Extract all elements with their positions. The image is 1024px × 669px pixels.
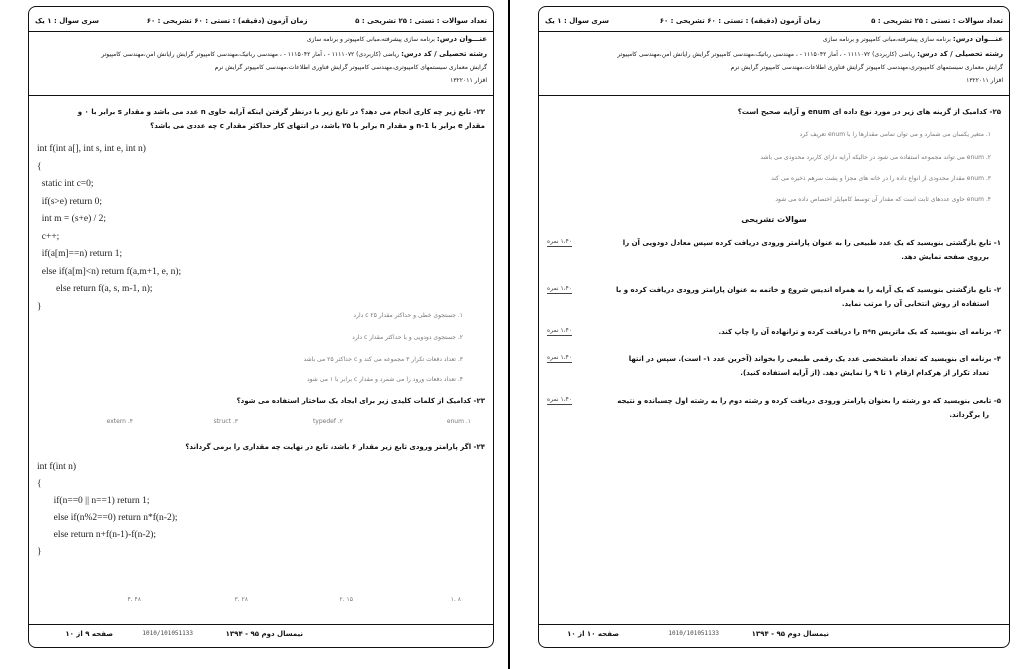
series-label: سری سوال : ۱ یک [35, 17, 100, 25]
page-footer [539, 624, 1009, 647]
answer-option[interactable]: ۲. enum می تواند مجموعه استفاده می شود در حالیکه آرایه دارای کاربرد محدودی می باشد [760, 154, 991, 161]
score-label: ۱،۴۰ نمره [547, 396, 573, 403]
answer-option[interactable]: ۱. متغیر یکسان می شمارد و می توان تمامی مقدارها را با enum تعریف کرد [799, 131, 991, 138]
course-label: عنـــوان درس: [436, 35, 487, 43]
essay-question-cont: را برگرداند. [949, 411, 989, 419]
exam-page-9 [0, 0, 506, 669]
field-line-2: گرایش معماری سیستمهای کامپیوتری،مهندسی کامپیوتر گرایش فناوری اطلاعات،مهندسی کامپیوتر گرایش نرم [730, 64, 1003, 71]
answer-option[interactable]: ۱۵ .۲ [339, 596, 353, 603]
essay-question-cont: استفاده از روش انتخابی آن را مرتب نماید. [841, 300, 989, 308]
essay-question-cont: تعداد تکرار از هرکدام ارقام ۱ تا ۹ را نمایش دهد. (از آرایه استفاده کنید). [740, 369, 989, 377]
field-line-3: افزار ۱۳۲۲۰۱۱ [966, 77, 1003, 84]
exam-time: زمان آزمون (دقیقه) : تستی : ۶۰ تشریحی : ۶۰ [146, 17, 308, 25]
field-line-1: ریاضی (کاربردی) ۱۱۱۱۰۷۲ - ، آمار ۱۱۱۵۰۴۲ - ، مهندسی رباتیک،مهندسی کامپیوتر گرایش رایانش امن،مهندسی کامپیوتر [101, 51, 400, 58]
essay-question: ۵- تابعی بنویسید که دو رشته را بعنوان پارامتر ورودی دریافت کرده و رشته دوم را به رشته اول چسبانده و نتیجه [617, 397, 1001, 405]
page-header [29, 7, 493, 96]
field-line-2: گرایش معماری سیستمهای کامپیوتری،مهندسی کامپیوتر گرایش فناوری اطلاعات،مهندسی کامپیوتر گرایش نرم [214, 64, 487, 71]
field-line-3: افزار ۱۳۲۲۰۱۱ [450, 77, 487, 84]
field-line-1: ریاضی (کاربردی) ۱۱۱۱۰۷۲ - ، آمار ۱۱۱۵۰۴۲ - ، مهندسی رباتیک،مهندسی کامپیوتر گرایش رایانش امن،مهندسی کامپیوتر [617, 51, 916, 58]
question-count: تعداد سوالات : تستی : ۲۵ تشریحی : ۵ [355, 17, 487, 25]
page-header [539, 7, 1009, 96]
question-23: ۲۳- کدامیک از کلمات کلیدی زیر برای ایجاد یک ساختار استفاده می شود؟ [236, 397, 485, 405]
answer-option[interactable]: ۱. جستجوی خطی و حداکثر مقدار c ۲۵ دارد [353, 312, 463, 319]
answer-option[interactable]: extern .۴ [106, 418, 133, 425]
course-name: برنامه سازی پیشرفته،مبانی کامپیوتر و برنامه سازی [822, 36, 951, 43]
essay-question: ۳- برنامه ای بنویسید که یک ماتریس n*n را دریافت کرده و ترانهاده آن را چاپ کند. [718, 328, 1001, 336]
page-frame [28, 6, 494, 648]
answer-option[interactable]: enum .۱ [446, 418, 471, 425]
answer-option[interactable]: ۸ .۱ [450, 596, 461, 603]
answer-option[interactable]: ۲. جستجوی دودویی و با حداکثر مقدار c دارد [352, 334, 463, 341]
answer-option[interactable]: ۳. تعداد دفعات تکرار ۳ مجموعه می کند و c حداکثر ۲۵ می باشد [303, 356, 463, 363]
score-label: ۱،۴۰ نمره [547, 327, 573, 334]
question-count: تعداد سوالات : تستی : ۲۵ تشریحی : ۵ [871, 17, 1003, 25]
page-frame [538, 6, 1010, 648]
semester-label: نیمسال دوم ۹۵ - ۱۳۹۴ [225, 630, 303, 638]
answer-option[interactable]: typedef .۲ [312, 418, 343, 425]
score-label: ۱،۴۰ نمره [547, 354, 573, 361]
course-label: عنـــوان درس: [952, 35, 1003, 43]
question-24-code: int f(int n) { if(n==0 || n==1) return 1; else if(n%2==0) return n*f(n-2); else return n+f(n-1)-f(n-2); } [37, 462, 178, 557]
score-label: ۱،۴۰ نمره [547, 285, 573, 292]
answer-option[interactable]: ۴. enum حاوی عددهای ثابت است که مقدار آن توسط کامپایلر اختصاص داده می شود [775, 196, 991, 203]
semester-label: نیمسال دوم ۹۵ - ۱۳۹۴ [751, 630, 829, 638]
score-label: ۱،۴۰ نمره [547, 238, 573, 245]
question-25: ۲۵- کدامیک از گزینه های زیر در مورد نوع داده ای enum و آرایه صحیح است؟ [737, 108, 1001, 116]
essay-question: ۱- تابع بازگشتی بنویسید که یک عدد طبیعی را به عنوان پارامتر ورودی دریافت کرده سپس معادل دودویی آن را [622, 239, 1001, 247]
exam-code: 1010/101051133 [142, 630, 193, 637]
series-label: سری سوال : ۱ یک [545, 17, 610, 25]
question-24: ۲۴- اگر پارامتر ورودی تابع زیر مقدار ۶ باشد، تابع در نهایت چه مقداری را برمی گرداند؟ [185, 443, 485, 451]
question-22-cont: مقدار e برابر با n-1 و مقدار n برابر با ۲۵ باشد، در انتهای کار حداکثر مقدار c چه عددی می باشد؟ [150, 122, 485, 130]
section-title: سوالات تشریحی [741, 215, 807, 224]
page-divider [508, 0, 510, 669]
exam-page-10 [512, 0, 1024, 669]
course-name: برنامه سازی پیشرفته،مبانی کامپیوتر و برنامه سازی [306, 36, 435, 43]
answer-option[interactable]: ۴. تعداد دفعات ورود را می شمرد و مقدار c برابر با ۱ می شود [307, 376, 463, 383]
answer-option[interactable]: ۳. enum مقدار محدودی از انواع داده را در خانه های مجزا و پشت سرهم ذخیره می کند [771, 175, 991, 182]
exam-time: زمان آزمون (دقیقه) : تستی : ۶۰ تشریحی : ۶۰ [659, 17, 821, 25]
question-22-code: int f(int a[], int s, int e, int n) { static int c=0; if(s>e) return 0; int m = (s+e) / 2; c++; if(a[m]==n) return 1; else if(a[m]<n) return f(a,m+1, e, n); else return f(a, s, m-1, n); } [37, 144, 182, 312]
essay-question: ۴- برنامه ای بنویسید که تعداد نامشخصی عدد یک رقمی طبیعی را بخواند (آخرین عدد ۱- است). سپس در انتها [628, 355, 1001, 363]
answer-option[interactable]: ۲۸ .۳ [234, 596, 248, 603]
answer-option[interactable]: ۴۸ .۴ [127, 596, 141, 603]
page-footer [29, 624, 493, 647]
field-label: رشته تحصیلی / کد درس: [401, 50, 487, 58]
question-22: ۲۲- تابع زیر چه کاری انجام می دهد؟ در تابع زیر با درنظر گرفتن اینکه آرایه حاوی n عدد می باشد و مقدار s برابر با ۰ و [77, 108, 485, 116]
exam-code: 1010/101051133 [668, 630, 719, 637]
field-label: رشته تحصیلی / کد درس: [917, 50, 1003, 58]
answer-option[interactable]: struct .۳ [213, 418, 238, 425]
essay-question-cont: برروی صفحه نمایش دهد. [901, 253, 989, 261]
page-number: صفحه ۹ از ۱۰ [65, 630, 113, 638]
essay-question: ۲- تابع بازگشتی بنویسید که یک آرایه را به همراه اندیس شروع و خاتمه به عنوان پارامتر ورودی دریافت کرده و با [616, 286, 1001, 294]
page-number: صفحه ۱۰ از ۱۰ [567, 630, 619, 638]
